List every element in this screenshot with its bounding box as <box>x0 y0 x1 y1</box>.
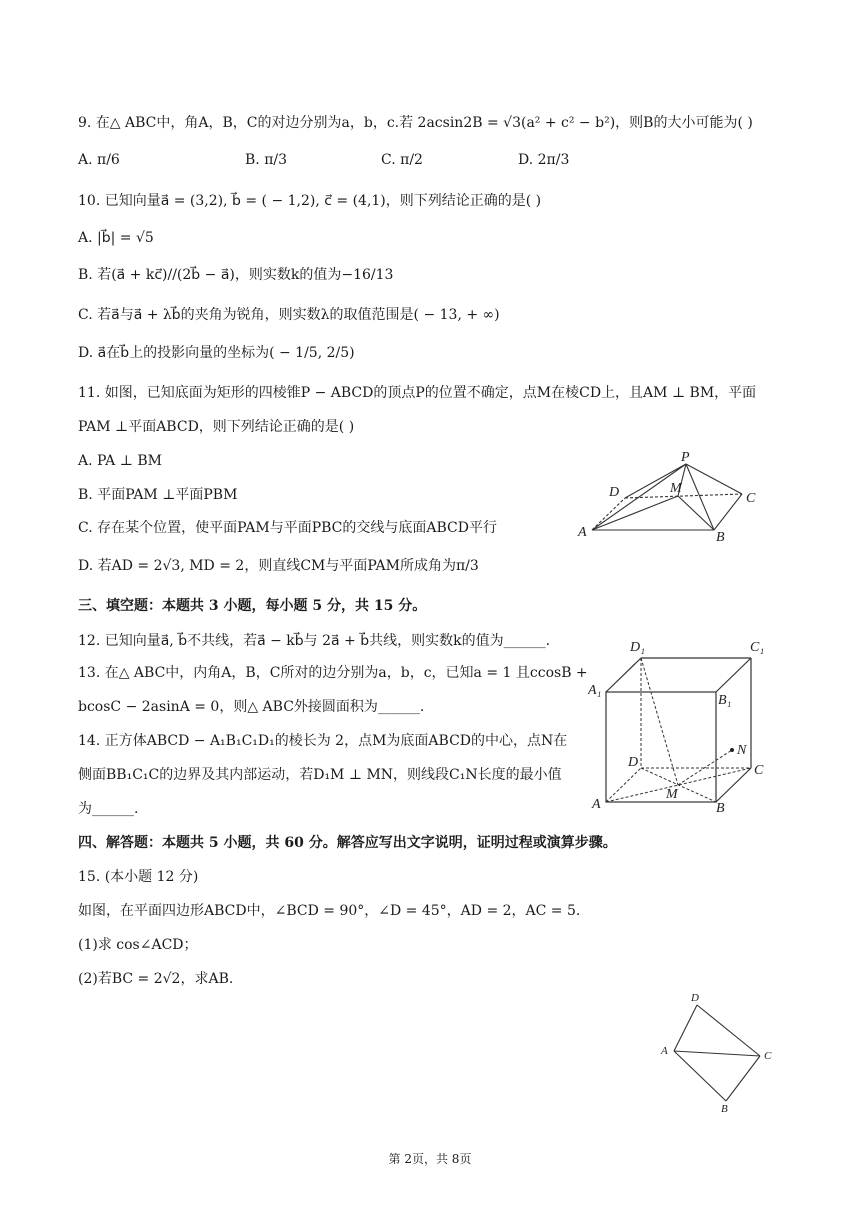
pyramid-label-m: M <box>670 481 682 496</box>
q10-option-a: A. |b⃗| = √5 <box>78 230 154 246</box>
q10-stem: 10. 已知向量a⃗ = (3,2), b⃗ = ( − 1,2), c⃗ = (4,1)，则下列结论正确的是( ) <box>78 193 542 209</box>
quadrilateral-figure <box>656 988 786 1118</box>
pyramid-label-a: A <box>578 525 587 540</box>
q9-option-b: B. π/3 <box>245 152 288 168</box>
section4-heading: 四、解答题：本题共 5 小题，共 60 分。解答应写出文字说明，证明过程或演算步骤。 <box>78 835 617 851</box>
q10-option-d: D. a⃗在b⃗上的投影向量的坐标为( − 1/5, 2/5) <box>78 345 355 361</box>
q9-option-a: A. π/6 <box>78 152 120 168</box>
q14-line2: 侧面BB₁C₁C的边界及其内部运动，若D₁M ⊥ MN，则线段C₁N长度的最小值 <box>78 767 562 783</box>
cube-label-b1: B₁ <box>718 693 732 708</box>
q13-line1: 13. 在△ ABC中，内角A，B，C所对的边分别为a，b，c，已知a = 1 且ccosB + <box>78 665 588 681</box>
q11-stem-line2: PAM ⊥平面ABCD，则下列结论正确的是( ) <box>78 419 355 435</box>
q11-option-d: D. 若AD = 2√3, MD = 2，则直线CM与平面PAM所成角为π/3 <box>78 558 479 574</box>
quad-label-d: D <box>691 992 699 1004</box>
q11-stem-line1: 11. 如图，已知底面为矩形的四棱锥P − ABCD的顶点P的位置不确定，点M在棱CD上，且AM ⊥ BM，平面 <box>78 385 757 401</box>
cube-figure <box>588 636 788 816</box>
q15-title: 15. (本小题 12 分) <box>78 869 199 885</box>
q14-line1: 14. 正方体ABCD − A₁B₁C₁D₁的棱长为 2，点M为底面ABCD的中心，点N在 <box>78 733 568 749</box>
q15-part1: (1)求 cos∠ACD； <box>78 937 198 953</box>
q10-option-c: C. 若a⃗与a⃗ + λb⃗的夹角为锐角，则实数λ的取值范围是( − 13, + ∞) <box>78 307 500 323</box>
q11-option-b: B. 平面PAM ⊥平面PBM <box>78 487 238 503</box>
cube-label-a1: A₁ <box>588 683 602 698</box>
pyramid-label-p: P <box>681 450 690 465</box>
pyramid-figure <box>576 448 776 548</box>
quad-label-c: C <box>764 1050 772 1062</box>
cube-label-c: C <box>754 763 764 778</box>
q10-option-b: B. 若(a⃗ + kc⃗)//(2b⃗ − a⃗)，则实数k的值为−16/13 <box>78 267 394 283</box>
cube-label-b: B <box>716 801 725 816</box>
q13-line2: bcosC − 2asinA = 0，则△ ABC外接圆面积为______. <box>78 699 425 715</box>
q15-part2: (2)若BC = 2√2，求AB. <box>78 971 234 987</box>
cube-label-d: D <box>628 755 639 770</box>
q11-option-c: C. 存在某个位置，使平面PAM与平面PBC的交线与底面ABCD平行 <box>78 520 497 536</box>
cube-label-d1: D₁ <box>630 640 645 655</box>
quad-label-a: A <box>661 1045 668 1057</box>
cube-label-m: M <box>666 787 678 802</box>
cube-label-a: A <box>592 797 601 812</box>
q11-option-a: A. PA ⊥ BM <box>78 453 162 469</box>
quad-label-b: B <box>721 1103 728 1115</box>
q15-stem: 如图，在平面四边形ABCD中，∠BCD = 90°，∠D = 45°，AD = 2，AC = 5. <box>78 903 581 919</box>
section3-heading: 三、填空题：本题共 3 小题，每小题 5 分，共 15 分。 <box>78 598 427 614</box>
q14-line3: 为______. <box>78 801 139 817</box>
q12-stem: 12. 已知向量a⃗, b⃗不共线，若a⃗ − kb⃗与 2a⃗ + b⃗共线，则实数k的值为______. <box>78 633 551 649</box>
pyramid-label-b: B <box>716 530 725 545</box>
pyramid-label-c: C <box>746 491 756 506</box>
q9-option-d: D. 2π/3 <box>518 152 570 168</box>
q9-option-c: C. π/2 <box>381 152 423 168</box>
cube-label-c1: C₁ <box>750 640 765 655</box>
q9-stem: 9. 在△ ABC中，角A，B，C的对边分别为a，b，c.若 2acsin2B = √3(a² + c² − b²)，则B的大小可能为( ) <box>78 115 753 131</box>
page-footer: 第 2页，共 8页 <box>388 1152 472 1166</box>
cube-label-n: N <box>737 743 747 758</box>
pyramid-label-d: D <box>609 485 620 500</box>
